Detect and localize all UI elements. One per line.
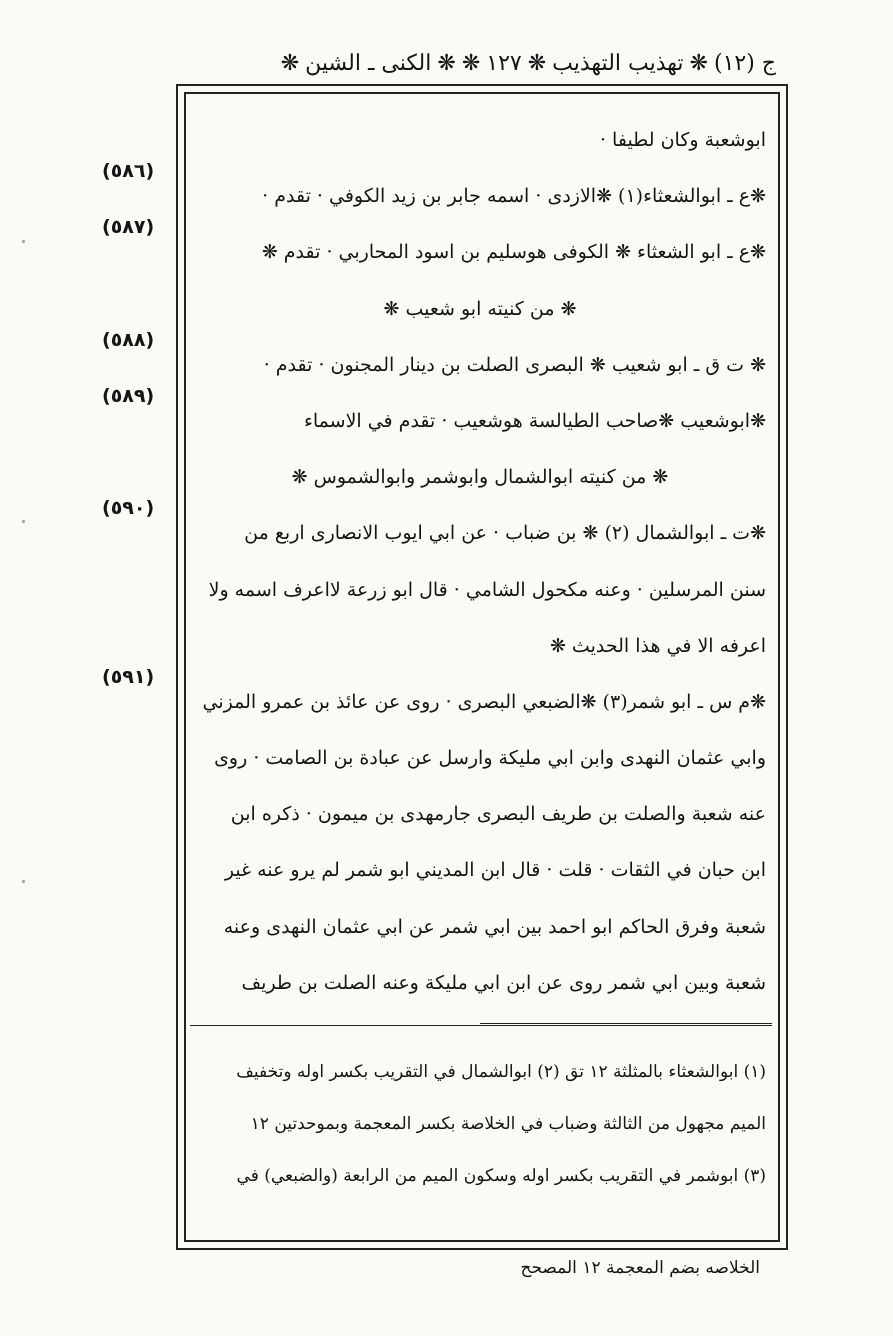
footnote-divider xyxy=(480,1023,772,1024)
text-line: ❋ ت ق ـ ابو شعيب ❋ البصرى الصلت بن دينار المجنون · تقدم · xyxy=(263,353,766,376)
text-line: شعبة وفرق الحاكم ابو احمد بين ابي شمر عن ابي عثمان النهدى وعنه xyxy=(223,915,766,938)
text-line: ابوشعبة وكان لطيفا · xyxy=(599,129,766,151)
text-line: ❋ت ـ ابوالشمال (٢) ❋ بن ضباب · عن ابي ايوب الانصارى اربع من xyxy=(244,522,766,545)
text-line: ابن حبان في الثقات · قلت · قال ابن المديني ابو شمر لم يرو عنه غير xyxy=(224,859,766,882)
entry-number: (٥٩٠) xyxy=(102,497,155,519)
page-number: ١٢٧ xyxy=(486,50,522,76)
text-line: وابي عثمان النهدى وابن ابي مليكة وارسل عن عبادة بن الصامت · روى xyxy=(214,747,766,770)
speck xyxy=(22,520,25,523)
ornament-icon: ❋ xyxy=(437,50,456,76)
text-line: اعرفه الا في هذا الحديث ❋ xyxy=(549,634,766,657)
section-heading: ❋ من كنيته ابو شعيب ❋ xyxy=(383,297,577,320)
entry-number: (٥٨٨) xyxy=(102,329,155,351)
entry-number: (٥٨٧) xyxy=(102,216,155,238)
footnote-line: (١) ابوالشعثاء بالمثلثة ١٢ تق (٢) ابوالشمال في التقريب بكسر اوله وتخفيف xyxy=(236,1062,766,1082)
speck xyxy=(22,240,25,243)
book-title: تهذيب التهذيب xyxy=(552,50,684,76)
ornament-icon: ❋ xyxy=(461,50,481,76)
entry-number: (٥٨٩) xyxy=(102,385,155,407)
text-line: ❋ع ـ ابوالشعثاء(١) ❋الازدى · اسمه جابر بن زيد الكوفي · تقدم · xyxy=(262,185,766,208)
footnote-line: (٣) ابوشمر في التقريب بكسر اوله وسكون الميم من الرابعة (والضبعي) في xyxy=(236,1166,766,1186)
speck xyxy=(22,880,25,883)
footnote-line: الميم مجهول من الثالثة وضباب في الخلاصة بكسر المعجمة وبموحدتين ١٢ xyxy=(250,1114,766,1134)
volume-label: ج (١٢) xyxy=(713,50,776,76)
ornament-icon: ❋ xyxy=(280,50,300,76)
text-line: ❋م س ـ ابو شمر(٣) ❋الضبعي البصرى · روى عن عائذ بن عمرو المزني xyxy=(202,690,766,713)
section-title: الكنى ـ الشين xyxy=(305,50,432,76)
text-line: سنن المرسلين · وعنه مكحول الشامي · قال ابو زرعة لااعرف اسمه ولا xyxy=(208,578,766,601)
section-heading: ❋ من كنيته ابوالشمال وابوشمر وابوالشموس ❋ xyxy=(291,466,669,489)
entry-number: (٥٨٦) xyxy=(102,160,155,182)
footnotes xyxy=(194,1046,766,1202)
text-line: ❋ابوشعيب ❋صاحب الطيالسة هوشعيب · تقدم في الاسماء xyxy=(303,409,766,432)
text-line: شعبة وبين ابي شمر روى عن ابن ابي مليكة وعنه الصلت بن طريف xyxy=(241,971,766,994)
ornament-icon: ❋ xyxy=(527,50,547,76)
footnote-rule xyxy=(190,1025,772,1026)
text-line: عنه شعبة والصلت بن طريف البصرى جارمهدى بن ميمون · ذكره ابن xyxy=(230,803,766,826)
main-text xyxy=(194,112,766,1011)
bottom-note: الخلاصه بضم المعجمة ١٢ المصحح xyxy=(520,1258,760,1278)
text-line: ❋ع ـ ابو الشعثاء ❋ الكوفى هوسليم بن اسود المحاربي · تقدم ❋ xyxy=(261,241,766,264)
entry-number: (٥٩١) xyxy=(102,666,155,688)
ornament-icon: ❋ xyxy=(689,50,708,76)
page-header xyxy=(176,42,776,84)
